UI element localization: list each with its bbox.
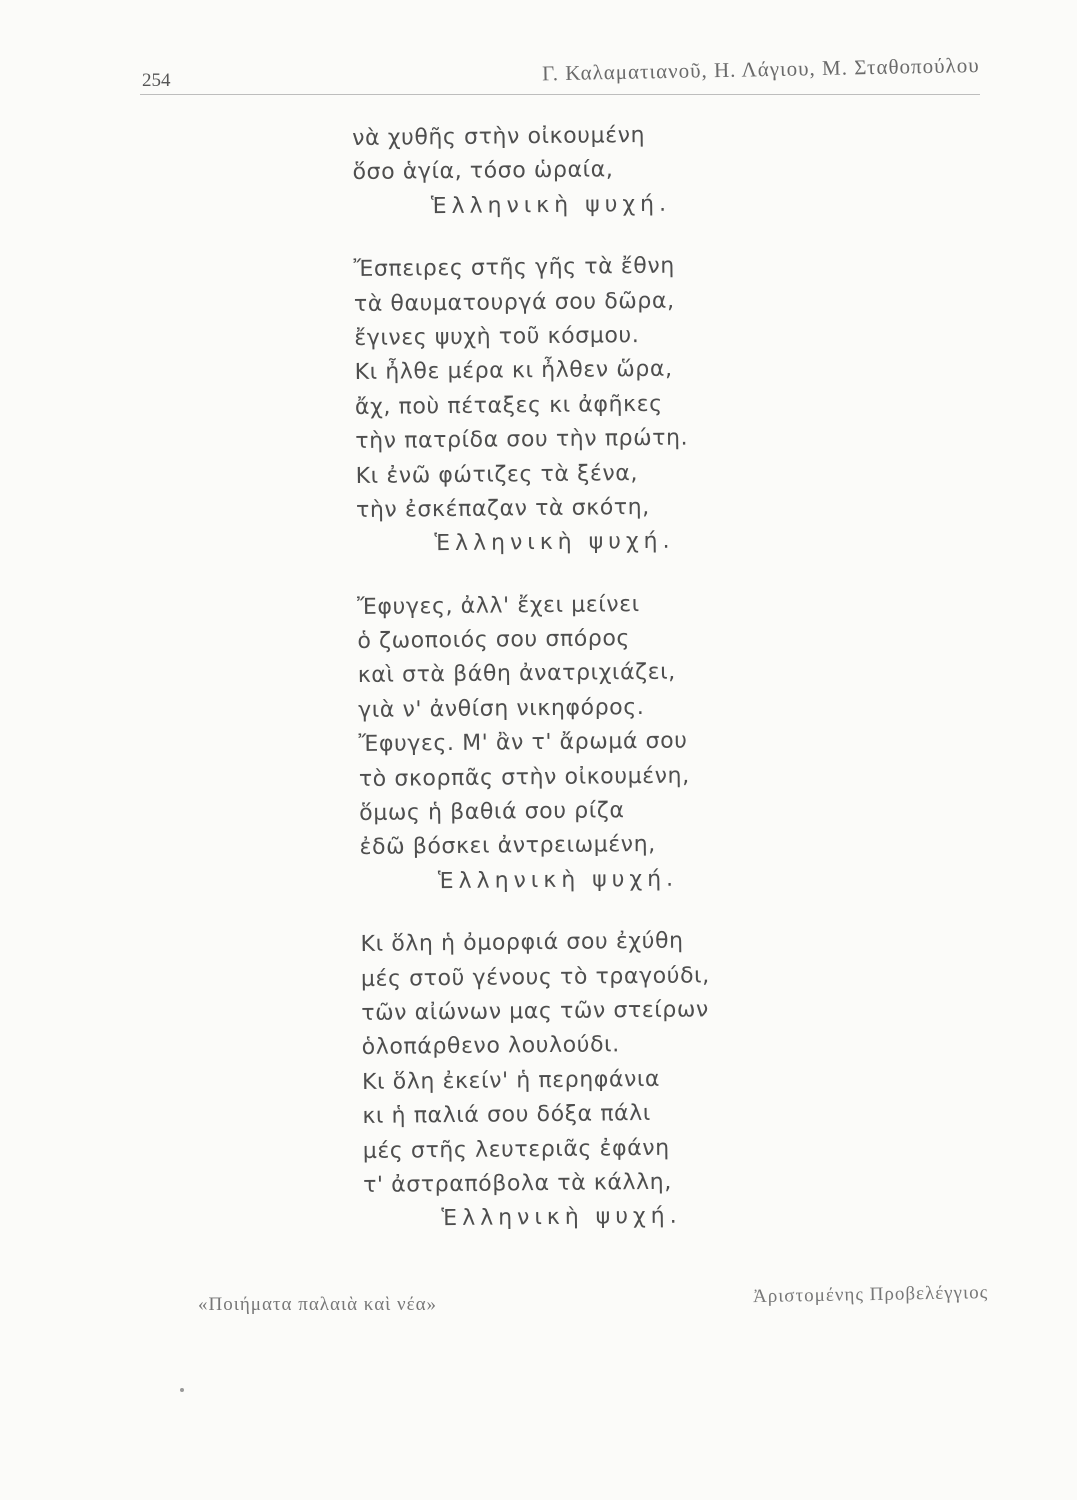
poem-line: τὴν πατρίδα σου τὴν πρώτη. — [355, 425, 689, 455]
ink-speck — [180, 1388, 184, 1392]
poem-line: ἐδῶ βόσκει ἀντρειωμένη, — [359, 832, 656, 861]
author-name: Ἀριστομένης Προβελέγγιος — [752, 1282, 989, 1308]
header-rule — [140, 94, 980, 95]
poem-line: καὶ στὰ βάθη ἀνατριχιάζει, — [357, 660, 676, 689]
poem-line: Ἔσπειρες στῆς γῆς τὰ ἔθνη — [353, 253, 675, 283]
poem-line: τὸ σκορπᾶς στὴν οἰκουμένη, — [358, 763, 690, 792]
poem-line: τὰ θαυματουργά σου δῶρα, — [353, 288, 675, 317]
poem-line: Κι ἦλθε μέρα κι ἦλθεν ὥρα, — [354, 357, 673, 386]
stanza — [357, 586, 840, 901]
poem — [352, 117, 844, 1266]
running-head: Γ. Καλαματιανοῦ, Η. Λάγιου, Μ. Σταθοπούλου — [542, 53, 981, 86]
poem-line: τὴν ἐσκέπαζαν τὰ σκότη, — [355, 494, 650, 523]
poem-line: γιὰ ν' ἀνθίση νικηφόρος. — [358, 694, 645, 723]
source-title: «Ποιήματα παλαιὰ καὶ νέα» — [198, 1294, 438, 1315]
poem-line: τῶν αἰώνων μας τῶν στείρων — [361, 997, 709, 1026]
stanza — [352, 117, 833, 225]
poem-line: Κι ἐνῶ φώτιζες τὰ ξένα, — [355, 460, 639, 489]
poem-line: Ἔφυγες, ἀλλ' ἔχει μείνει — [356, 591, 640, 620]
poem-line: ὁ ζωοποιός σου σπόρος — [357, 626, 631, 655]
poem-line: ἔγινες ψυχὴ τοῦ κόσμου. — [354, 322, 640, 351]
page-footer — [198, 1282, 988, 1322]
page-header — [140, 48, 980, 96]
poem-line: μές στῆς λευτεριᾶς ἐφάνη — [362, 1135, 670, 1164]
refrain-line: Ἑλληνικὴ ψυχή. — [430, 191, 672, 219]
poem-line: ἄχ, ποὺ πέταξες κι ἀφῆκες — [354, 391, 663, 420]
poem-line: ὅμως ἡ βαθιά σου ρίζα — [359, 798, 625, 826]
stanza — [353, 248, 836, 563]
poem-line: ὅσο ἁγία, τόσο ὡραία, — [352, 157, 614, 186]
refrain-line: Ἑλληνικὴ ψυχή. — [434, 528, 675, 557]
poem-line: μές στοῦ γένους τὸ τραγούδι, — [360, 962, 710, 992]
poem-line: τ' ἀστραπόβολα τὰ κάλλη, — [363, 1169, 673, 1198]
poem-line: Κι ὅλη ἐκείν' ἡ περηφάνια — [361, 1066, 661, 1095]
stanza — [360, 923, 843, 1238]
refrain-line: Ἑλληνικὴ ψυχή. — [441, 1203, 682, 1232]
poem-line: κι ἡ παλιά σου δόξα πάλι — [362, 1101, 651, 1130]
poem-line: Κι ὅλη ἡ ὀμορφιά σου ἐχύθη — [360, 928, 684, 958]
poem-line: νὰ χυθῆς στὴν οἰκουμένη — [352, 122, 646, 151]
poem-line: ὁλοπάρθενο λουλούδι. — [361, 1032, 620, 1061]
poem-line: Ἔφυγες. Μ' ἂν τ' ἄρωμά σου — [358, 728, 688, 758]
refrain-line: Ἑλληνικὴ ψυχή. — [437, 866, 679, 894]
page-number: 254 — [142, 70, 171, 91]
